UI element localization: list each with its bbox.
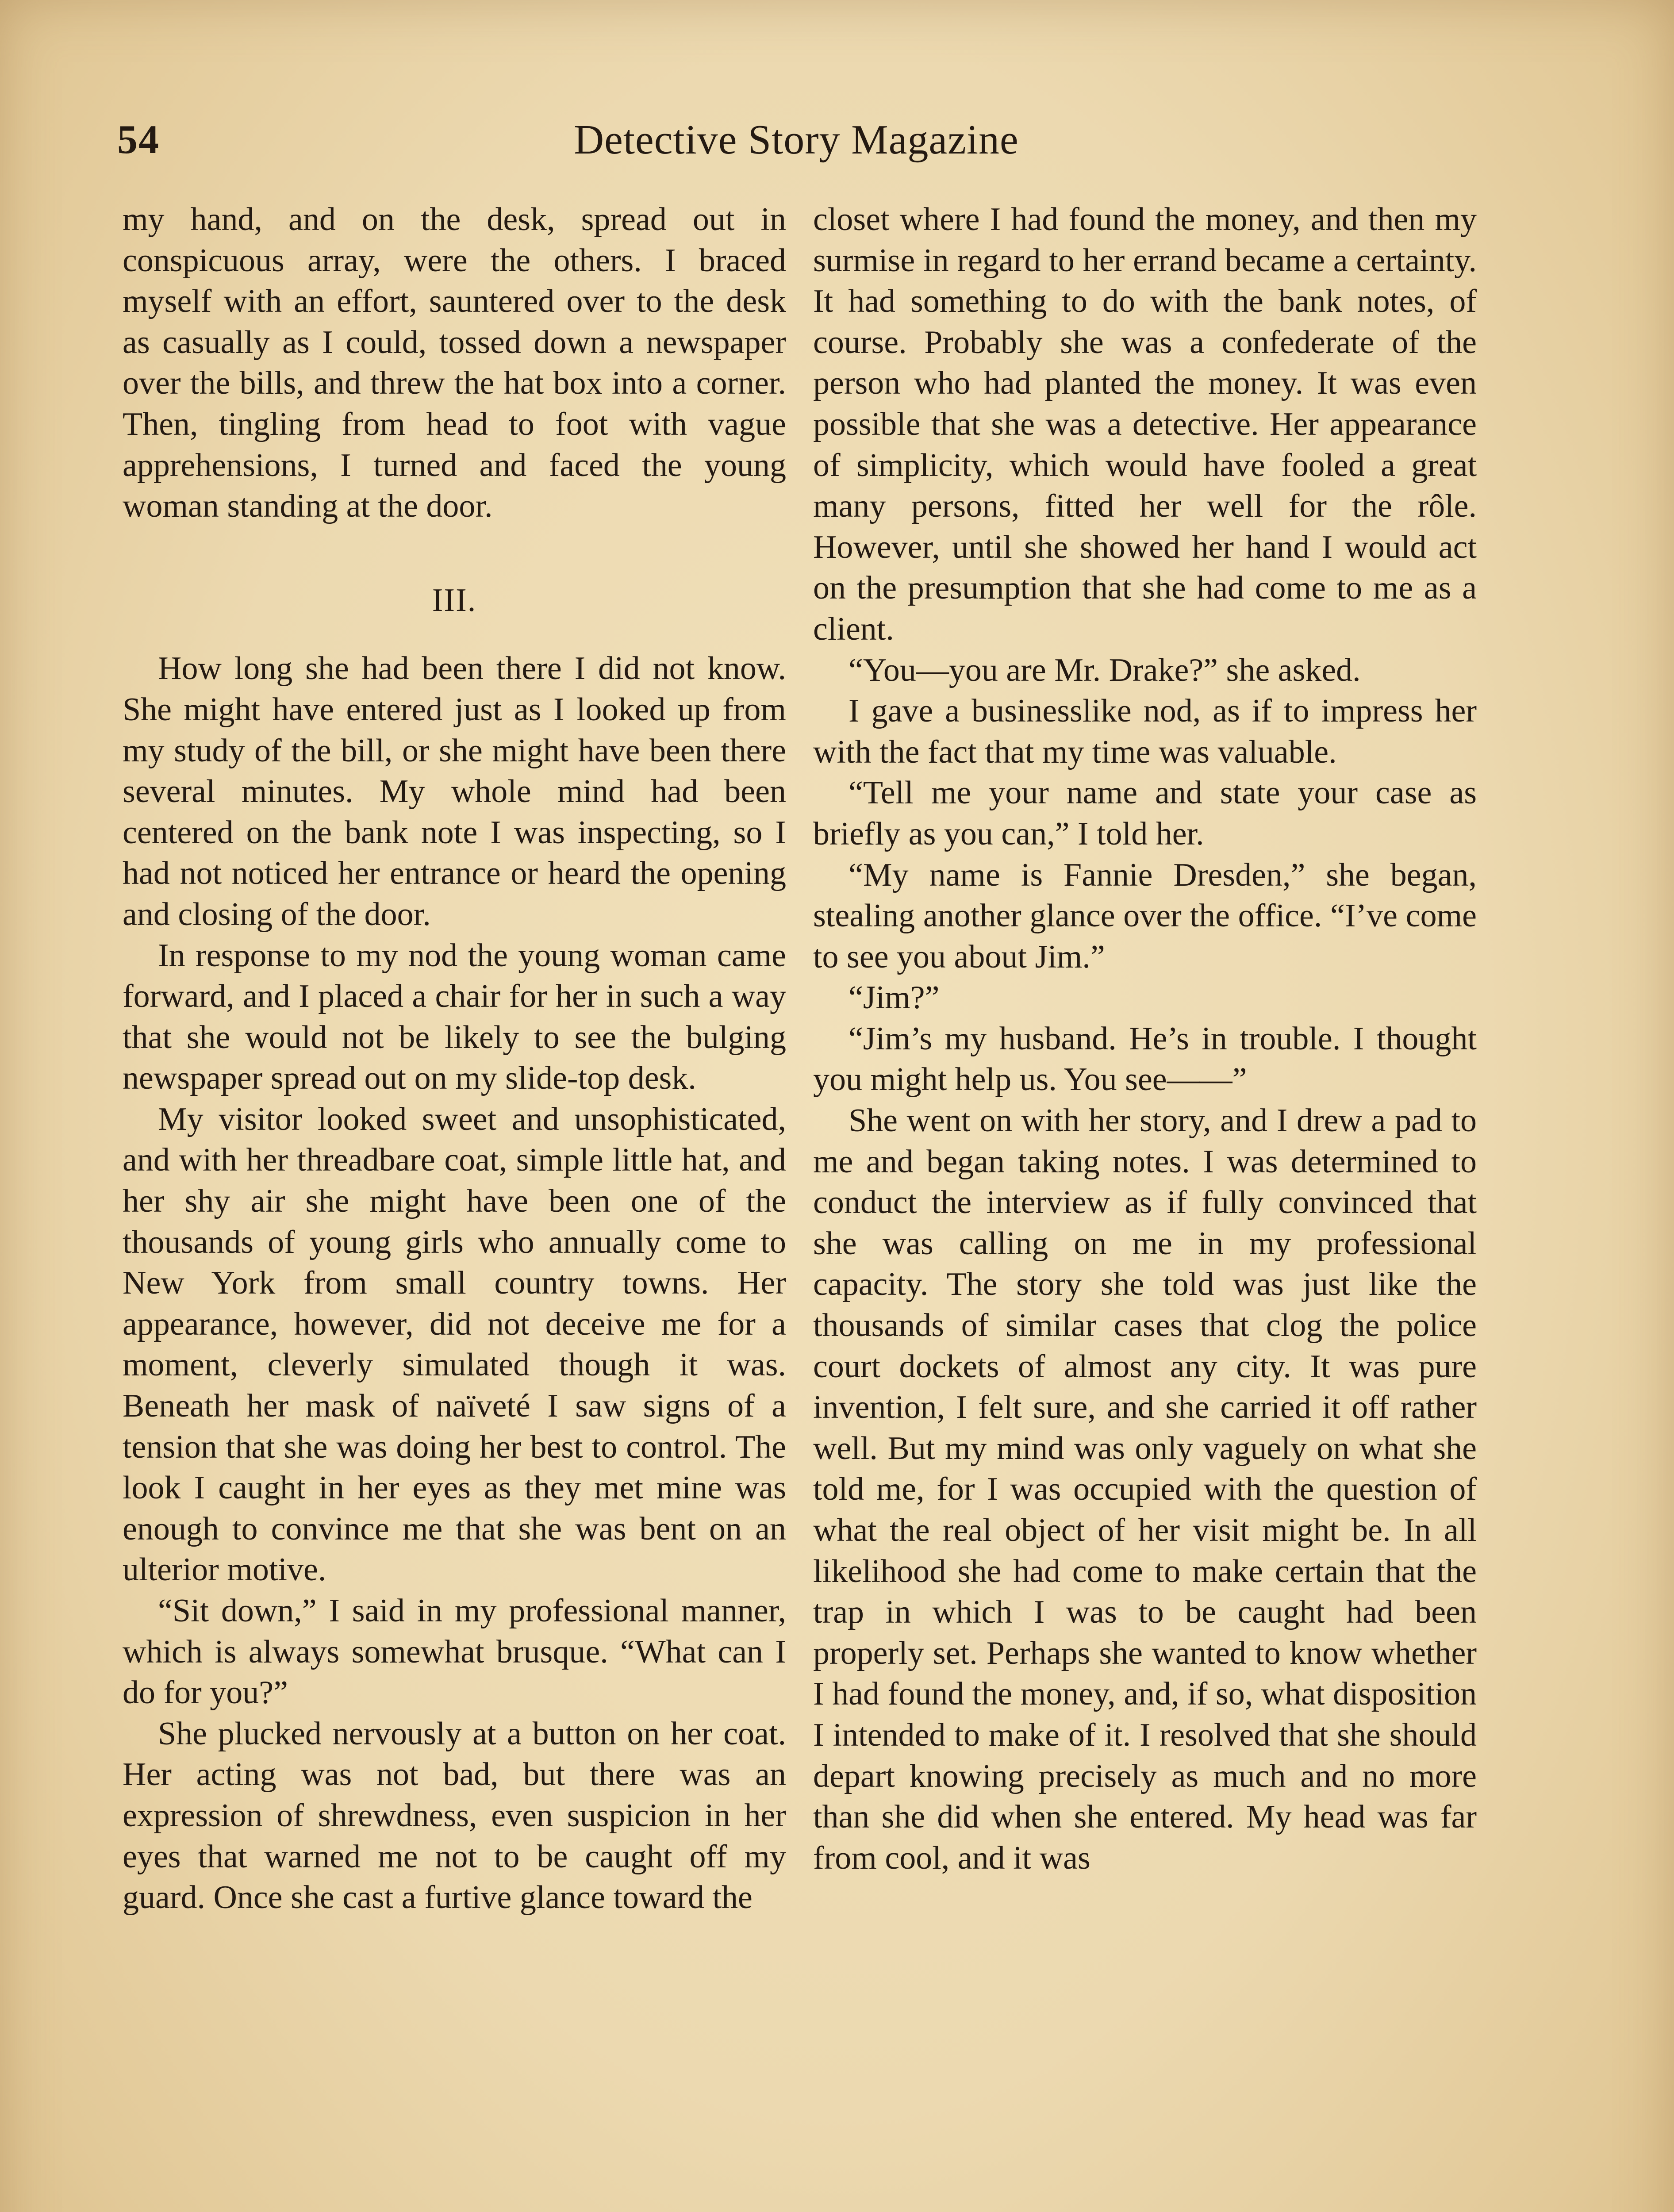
paragraph: my hand, and on the desk, spread out in conspicuous array, were the others. I braced myself with an effort, sauntered over to the desk as casually as I could, tossed down a newspaper over the bills, and threw the hat box into a corner. Then, tingling from head to foot with vague apprehensions, I turned and faced the young woman standing at the door. [123, 201, 786, 525]
page-header [113, 116, 1480, 169]
paragraph: “My name is Fannie Dresden,” she began, stealing another glance over the office. “I’ve come to see you about Jim.” [813, 856, 1477, 975]
paragraph: “Sit down,” I said in my professional manner, which is always somewhat brusque. “What can I do for you?” [123, 1593, 786, 1711]
paragraph: I gave a businesslike nod, as if to impress her with the fact that my time was valuable. [813, 693, 1477, 770]
paragraph: “Jim?” [849, 979, 940, 1016]
paragraph: “You—you are Mr. Drake?” she asked. [849, 652, 1361, 688]
paragraph: How long she had been there I did not know. She might have entered just as I looked up from my study of the bill, or she might have been there several minutes. My whole mind had been centered on the bank note I was inspecting, so I had not noticed her entrance or heard the opening and closing of the door. [123, 650, 786, 933]
paragraph: closet where I had found the money, and then my surmise in regard to her errand became a certainty. It had something to do with the bank notes, of course. Probably she was a confederate of the person who had planted the money. It was even possible that she was a detective. Her appearance of simplicity, which would have fooled a great many persons, fitted her well for the rôle. However, until she showed her hand I would act on the presumption that she had come to me as a client. [813, 201, 1477, 647]
paragraph: She plucked nervously at a button on her coat. Her acting was not bad, but there was an expression of shrewdness, even suspicion in her eyes that warned me not to be caught off my guard. Once she cast a furtive glance toward the [123, 1715, 786, 1916]
left-text-column [123, 199, 786, 1918]
paragraph: My visitor looked sweet and unsophisticated, and with her threadbare coat, simple little hat, and her shy air she might have been one of the thousands of young girls who annually come to New York from small country towns. Her appearance, however, did not deceive me for a moment, cleverly simulated though it was. Beneath her mask of naïveté I saw signs of a tension that she was doing her best to control. The look I caught in her eyes as they met mine was enough to convince me that she was bent on an ulterior motive. [123, 1101, 786, 1588]
paragraph: “Tell me your name and state your case as briefly as you can,” I told her. [813, 775, 1477, 852]
section-heading: III. [432, 582, 477, 618]
page-number: 54 [117, 117, 160, 162]
paragraph: She went on with her story, and I drew a pad to me and began taking notes. I was determined to conduct the interview as if fully convinced that she was calling on me in my professional capacity. The story she told was just like the thousands of similar cases that clog the police court dockets of almost any city. It was pure invention, I felt sure, and she carried it off rather well. But my mind was only vaguely on what she told me, for I was occupied with the question of what the real object of her visit might be. In all likelihood she had come to make certain that the trap in which I was to be caught had been properly set. Perhaps she wanted to know whether I had found the money, and, if so, what disposition I intended to make of it. I resolved that she should depart knowing precisely as much and no more than she did when she entered. My head was far from cool, and it was [813, 1102, 1477, 1876]
paragraph: In response to my nod the young woman came forward, and I placed a chair for her in such a way that she would not be likely to see the bulging newspaper spread out on my slide-top desk. [123, 937, 786, 1097]
paragraph: “Jim’s my husband. He’s in trouble. I thought you might help us. You see——” [813, 1020, 1477, 1098]
right-text-column [813, 199, 1477, 1878]
running-head-title: Detective Story Magazine [574, 117, 1019, 163]
